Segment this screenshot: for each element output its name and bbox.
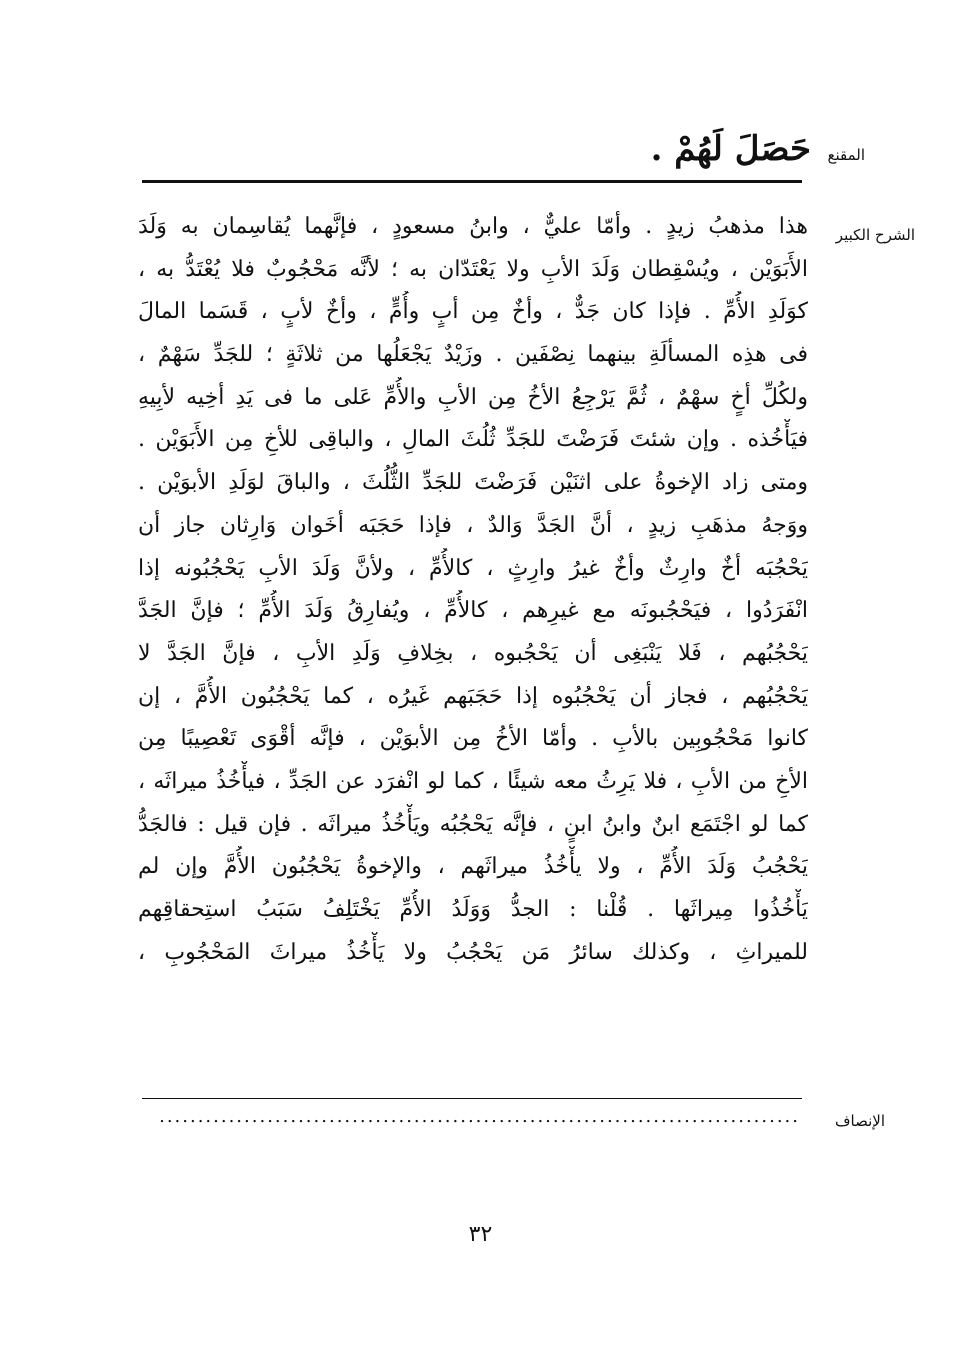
sharh-line: انْفَرَدُوا ، فيَحْجُبونَه مع غيرِهم ، كالأُمِّ ، ويُفارِقُ وَلَدَ الأُمِّ ؛ فإنَّ الجَدَّ [138,598,808,624]
muqni-label: المقنع [827,146,865,164]
sharh-body [138,206,808,974]
sharh-line: ولكُلِّ أخٍ سهْمٌ ، ثُمَّ يَرْجِعُ الأخُ مِن الأبِ والأُمِّ عَلى ما فى يَدِ أخِيه لأبِيهِ [138,384,808,410]
sharh-line: يَحْجُبُهم ، فجاز أن يَحْجُبُوه إذا حَجَبَهم غَيرُه ، كما يَحْجُبُون الأُمَّ ، إن [138,683,808,709]
top-divider [142,180,802,183]
sharh-line: هذا مذهبُ زيدٍ . وأمّا عليٌّ ، وابنُ مسعودٍ ، فإنَّهما يُقاسِمان به وَلَدَ [138,214,808,239]
sharh-line: للميراثِ ، وكذلك سائرُ مَن يَحْجُبُ ولا يَأْخُذُ ميراثَ المَحْجُوبِ ، [138,939,808,965]
sharh-line: فيَأْخُذه . وإن شئتَ فَرَضْتَ للجَدِّ ثُلُثَ المالِ ، والباقِى للأخِ مِن الأَبَوَيْن . [138,427,808,453]
sharh-line: كوَلَدِ الأُمِّ . فإذا كان جَدٌّ ، وأخٌ مِن أبٍ وأُمٍّ ، وأخٌ لأبٍ ، قَسَما المالَ [138,299,808,325]
sharh-line: يَحْجُبَه أخٌ وارِثٌ وأخٌ غيرُ وارِثٍ ، كالأُمِّ ، ولأنَّ وَلَدَ الأبِ يَحْجُبُونه إذا [138,555,808,581]
sharh-line: الأخِ من الأبِ ، فلا يَرِثُ معه شيئًا ، كما لو انْفرَد عن الجَدِّ ، فيأْخُذُ ميراثَه ، [138,768,808,794]
sharh-line: يَأْخُذُوا مِيراثَها . قُلْنا : الجدُّ وَوَلَدُ الأُمِّ يَخْتَلِفُ سَبَبُ استِحقاقِهم [138,897,808,922]
muqni-text: حَصَلَ لَهُمْ . [650,129,811,169]
sharh-line: ووَجهُ مذهَبِ زيدٍ ، أنَّ الجَدَّ وَالدٌ ، فإذا حَجَبَه أخَوان وَارِثان جاز أن [138,512,808,538]
sharh-line: كانوا مَحْجُوبِين بالأبِ . وأمّا الأخُ مِن الأبوَيْن ، فإنَّه أقْوَى تَعْصِيبًا مِن [138,726,808,752]
page-number: ٣٢ [468,1222,493,1247]
sharh-line: الأَبَوَيْن ، ويُسْقِطان وَلَدَ الأبِ ولا يَعْتَدّان به ؛ لأنَّه مَحْجُوبٌ فلا يُعْتَدُّ به ، [138,256,808,282]
sharh-line: فى هذِه المسألَةِ بينهما نِصْفَين . وزَيْدٌ يَجْعَلُها من ثلاثَةٍ ؛ للجَدِّ سَهْمٌ ، [138,342,808,368]
insaf-label: الإنصاف [834,1112,885,1130]
sharh-line: ومتى زاد الإخوةُ على اثنَيْن فَرَضْتَ للجَدِّ الثُّلُثَ ، والباقَ لوَلَدِ الأبوَيْن . [138,470,808,496]
sharh-line: يَحْجُبُهم ، فَلا يَنْبَغِى أن يَحْجُبوه ، بخِلافِ وَلَدِ الأبِ ، فإنَّ الجَدَّ لا [138,640,808,666]
sharh-line: كما لو اجْتَمَع ابنٌ وابنُ ابنٍ ، فإنَّه يَحْجُبُه ويَأْخُذُ ميراثَه . فإن قيل : فالجَدُّ [138,811,808,837]
sharh-label: الشرح الكبير [835,226,915,244]
sharh-line: يَحْجُبُ وَلَدَ الأُمِّ ، ولا يأْخُذُ ميراثَهم ، والإخوةُ يَحْجُبُون الأُمَّ وإن لم [138,854,808,880]
insaf-dotted-line: ................................................................................... [159,1106,800,1127]
bottom-divider [142,1098,802,1099]
